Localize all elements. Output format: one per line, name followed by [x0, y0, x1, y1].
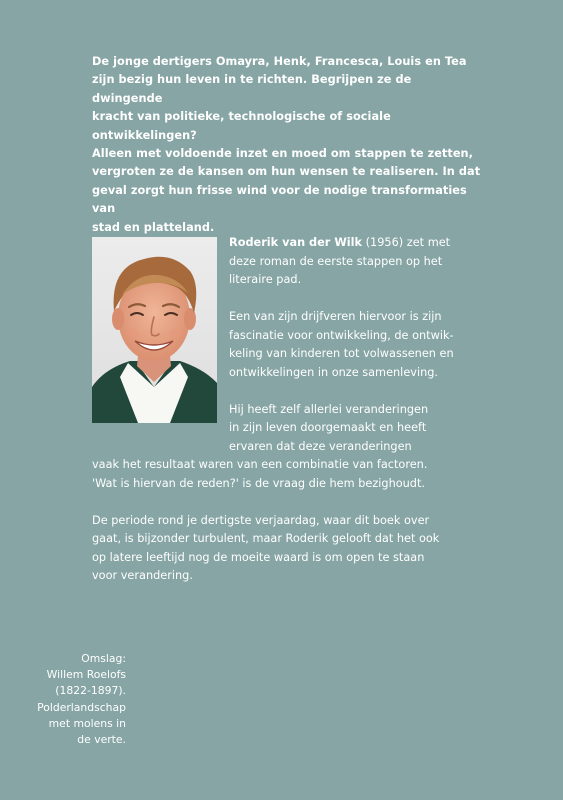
credit-line: Polderlandschap	[37, 700, 126, 714]
credit-line: Omslag:	[81, 652, 126, 665]
bio-line: ontwikkelingen in onze samenleving.	[229, 365, 439, 379]
bio-line: literaire pad.	[229, 273, 302, 286]
bio-intro	[92, 234, 482, 290]
bio-text: zet met	[403, 236, 451, 249]
bio-line	[229, 234, 482, 253]
author-name: Roderik van der Wilk	[229, 236, 363, 249]
bio-line: ervaren dat deze veranderingen	[229, 439, 412, 453]
bio-line: op latere leeftijd nog de moeite waard is om open te staan	[92, 550, 425, 564]
blurb-line: geval zorgt hun frisse wind voor de nodige transformaties van	[92, 183, 467, 216]
blurb-line: kracht van politieke, technologische of sociale ontwikkelingen?	[92, 110, 391, 142]
bio-line: fascinatie voor ontwikkeling, de ontwik-	[229, 328, 454, 342]
bio-paragraph-4	[92, 512, 482, 586]
bio-line: Een van zijn drijfveren hiervoor is zijn	[229, 310, 442, 323]
bio-line: 'Wat is hiervan de reden?' is de vraag die hem bezighoudt.	[92, 476, 425, 490]
credit-line: met molens in	[48, 716, 126, 730]
book-blurb	[92, 53, 482, 237]
blurb-line: Alleen met voldoende inzet en moed om stappen te zetten,	[92, 147, 473, 161]
credit-line: de verte.	[77, 733, 126, 747]
bio-paragraph-3	[92, 401, 482, 494]
cover-credit	[16, 651, 126, 748]
bio-line: vaak het resultaat waren van een combinatie van factoren.	[92, 458, 428, 471]
blurb-line: De jonge dertigers Omayra, Henk, Francesca, Louis en Tea	[92, 55, 467, 68]
bio-line: Hij heeft zelf allerlei veranderingen	[229, 402, 429, 416]
blurb-line: stad en platteland.	[92, 220, 215, 234]
credit-line: Willem Roelofs	[46, 668, 126, 682]
bio-line: deze roman de eerste stappen op het	[229, 254, 443, 268]
bio-line: gaat, is bijzonder turbulent, maar Roderik gelooft dat het ook	[92, 532, 440, 545]
bio-paragraph-2	[92, 308, 482, 382]
blurb-line: vergroten ze de kansen om hun wensen te realiseren. In dat	[92, 165, 481, 179]
credit-line: (1822-1897).	[55, 684, 126, 698]
bio-line: in zijn leven doorgemaakt en heeft	[229, 421, 427, 434]
author-bio	[92, 234, 482, 604]
blurb-line: zijn bezig hun leven in te richten. Begrijpen ze de dwingende	[92, 73, 412, 105]
bio-line: voor verandering.	[92, 569, 193, 582]
bio-line: keling van kinderen tot volwassenen en	[229, 347, 454, 360]
bio-line: De periode rond je dertigste verjaardag, waar dit boek over	[92, 513, 430, 527]
author-born: (1956)	[365, 236, 404, 249]
